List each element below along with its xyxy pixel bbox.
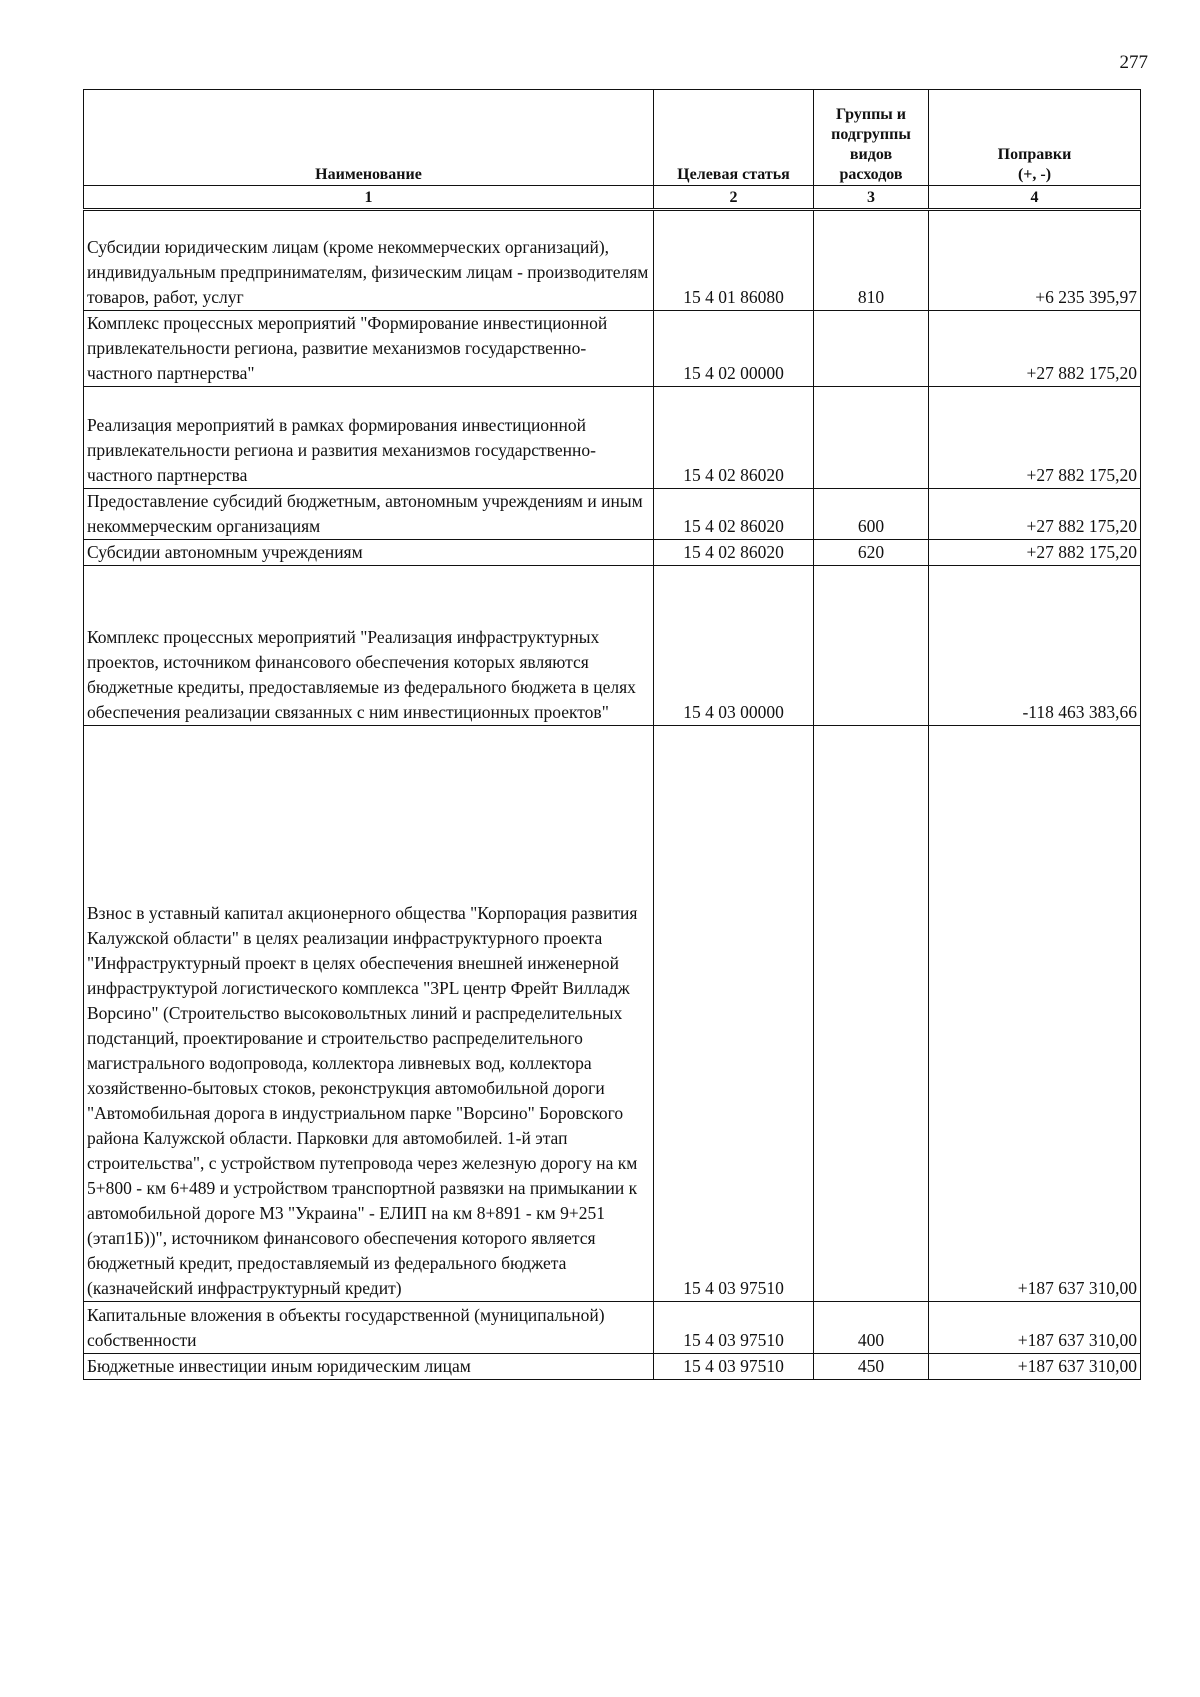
column-number-4: 4 <box>929 186 1141 210</box>
budget-amendments-table <box>83 89 1141 1380</box>
row-target: 15 4 02 00000 <box>654 311 814 387</box>
row-amount: +27 882 175,20 <box>929 489 1141 540</box>
page-number: 277 <box>1119 52 1148 73</box>
row-amount: -118 463 383,66 <box>929 566 1141 726</box>
table-row <box>84 566 1141 726</box>
row-group: 810 <box>814 210 929 311</box>
row-group <box>814 726 929 1302</box>
row-name: Бюджетные инвестиции иным юридическим лицам <box>84 1354 654 1380</box>
row-group <box>814 311 929 387</box>
row-name: Комплекс процессных мероприятий "Формирование инвестиционной привлекательности региона, развитие механизмов государственно-частного партнерства" <box>84 311 654 387</box>
row-target: 15 4 03 97510 <box>654 1302 814 1354</box>
row-target: 15 4 03 97510 <box>654 1354 814 1380</box>
table-header-row <box>84 90 1141 186</box>
table-row <box>84 210 1141 311</box>
row-amount: +27 882 175,20 <box>929 311 1141 387</box>
column-number-2: 2 <box>654 186 814 210</box>
row-amount: +27 882 175,20 <box>929 540 1141 566</box>
row-group <box>814 566 929 726</box>
row-group: 400 <box>814 1302 929 1354</box>
row-group: 620 <box>814 540 929 566</box>
row-target: 15 4 03 97510 <box>654 726 814 1302</box>
row-amount: +187 637 310,00 <box>929 1354 1141 1380</box>
column-number-row <box>84 186 1141 210</box>
table-row <box>84 1302 1141 1354</box>
row-amount: +27 882 175,20 <box>929 387 1141 489</box>
table-row <box>84 387 1141 489</box>
row-amount: +6 235 395,97 <box>929 210 1141 311</box>
row-target: 15 4 02 86020 <box>654 540 814 566</box>
table-row <box>84 540 1141 566</box>
table-row <box>84 1354 1141 1380</box>
table-row <box>84 311 1141 387</box>
row-amount: +187 637 310,00 <box>929 726 1141 1302</box>
row-name: Субсидии автономным учреждениям <box>84 540 654 566</box>
header-target: Целевая статья <box>654 90 814 186</box>
row-group: 450 <box>814 1354 929 1380</box>
table-row <box>84 489 1141 540</box>
row-group: 600 <box>814 489 929 540</box>
row-name: Комплекс процессных мероприятий "Реализация инфраструктурных проектов, источником финансового обеспечения которых являются бюджетные кредиты, предоставляемые из федерального бюджета в целях обеспечения реализации связанных с ним инвестиционных проектов" <box>84 566 654 726</box>
header-groups: Группы и подгруппы видов расходов <box>814 90 929 186</box>
header-amendments <box>929 90 1141 186</box>
header-amendments-title: Поправки <box>997 146 1072 163</box>
row-target: 15 4 03 00000 <box>654 566 814 726</box>
header-name: Наименование <box>84 90 654 186</box>
row-name: Взнос в уставный капитал акционерного общества "Корпорация развития Калужской области" в целях реализации инфраструктурного проекта "Инфраструктурный проект в целях обеспечения внешней инженерной инфраструктурой логистического комплекса "3PL центр Фрейт Вилладж Ворсино" (Строительство высоковольтных линий и распределительных подстанций, проектирование и строительство распределительного магистрального водопровода, коллектора ливневых вод, коллектора хозяйственно-бытовых стоков, реконструкция автомобильной дороги "Автомобильная дорога в индустриальном парке "Ворсино" Боровского района Калужской области. Парковки для автомобилей. 1-й этап строительства", с устройством путепровода через железную дорогу на км 5+800 - км 6+489 и устройством транспортной развязки на примыкании к автомобильной дороге М3 "Украина" - ЕЛИП на км 8+891 - км 9+251 (этап1Б))", источником финансового обеспечения которого является бюджетный кредит, предоставляемый из федерального бюджета (казначейский инфраструктурный кредит) <box>84 726 654 1302</box>
row-name: Предоставление субсидий бюджетным, автономным учреждениям и иным некоммерческим организациям <box>84 489 654 540</box>
column-number-1: 1 <box>84 186 654 210</box>
table-row <box>84 726 1141 1302</box>
row-name: Реализация мероприятий в рамках формирования инвестиционной привлекательности региона и развития механизмов государственно-частного партнерства <box>84 387 654 489</box>
row-amount: +187 637 310,00 <box>929 1302 1141 1354</box>
row-target: 15 4 02 86020 <box>654 387 814 489</box>
row-name: Капитальные вложения в объекты государственной (муниципальной) собственности <box>84 1302 654 1354</box>
column-number-3: 3 <box>814 186 929 210</box>
row-target: 15 4 01 86080 <box>654 210 814 311</box>
row-name: Субсидии юридическим лицам (кроме некоммерческих организаций), индивидуальным предпринимателям, физическим лицам - производителям товаров, работ, услуг <box>84 210 654 311</box>
row-target: 15 4 02 86020 <box>654 489 814 540</box>
row-group <box>814 387 929 489</box>
header-amendments-sign: (+, -) <box>1017 166 1052 183</box>
